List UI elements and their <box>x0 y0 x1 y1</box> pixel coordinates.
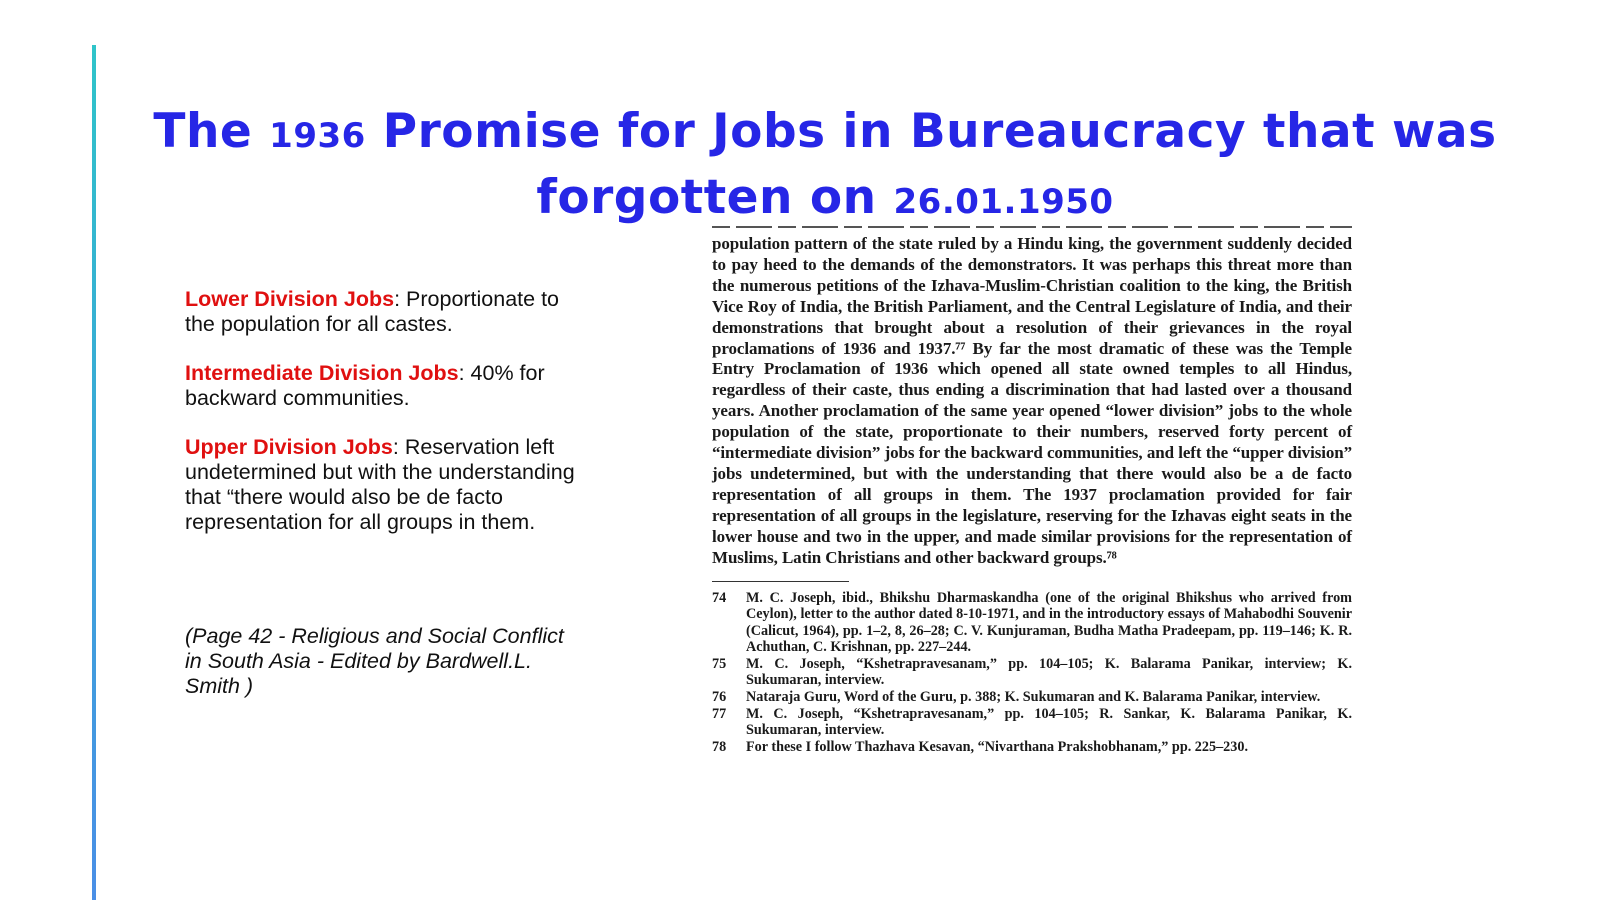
citation: (Page 42 - Religious and Social Conflict in South Asia - Edited by Bardwell.L. Smith ) <box>185 624 564 698</box>
summary-item-lower: Lower Division Jobs: Proportionate to the population for all castes. <box>185 287 560 336</box>
footnote: 77 M. C. Joseph, “Kshetrapravesanam,” pp. 104–105; R. Sankar, K. Balarama Panikar, K. Sukumaran, interview. <box>712 705 1352 739</box>
summary-item-intermediate: Intermediate Division Jobs: 40% for backward communities. <box>185 361 545 410</box>
footnote: 76 Nataraja Guru, Word of the Guru, p. 388; K. Sukumaran and K. Balarama Panikar, interview. <box>712 689 1321 706</box>
accent-bar <box>92 45 96 900</box>
footnote: 74 M. C. Joseph, ibid., Bhikshu Dharmaskandha (one of the original Bhikshus who arrived from Ceylon), letter to the author dated 8-10-1971, and in the introductory essays of Mahabodhi Souvenir (Calicut, 1964), pp. 1–2, 8, 26–28; C. V. Kunjuraman, Budha Matha Pradeepam, pp. 119–146; K. R. Achuthan, C. Krishnan, pp. 227–244. <box>712 589 1352 656</box>
cropped-line <box>712 224 1352 230</box>
footnote: 75 M. C. Joseph, “Kshetrapravesanam,” pp. 104–105; K. Balarama Panikar, interview; K. Sukumaran, interview. <box>712 655 1352 689</box>
slide-title: The 1936 Promise for Jobs in Bureaucracy that was forgotten on 26.01.1950 <box>153 104 1497 226</box>
footnote-rule <box>712 581 849 582</box>
summary-list <box>185 287 580 559</box>
footnote: 78 For these I follow Thazhava Kesavan, “Nivarthana Prakshobhanam,” pp. 225–230. <box>712 738 1249 755</box>
excerpt-body: population pattern of the state ruled by a Hindu king, the government suddenly decided to pay heed to the demands of the demonstrators. It was perhaps this threat more than the numerous petitions of the Izhava-Muslim-Christian coalition to the king, the British Vice Roy of India, the British Parliament, and the Central Legislature of India, and their demonstrations that brought about a resolution of their grievances in the royal proclamations of 1936 and 1937.⁷⁷ By far the most dramatic of these was the Temple Entry Proclamation of 1936 which opened all state owned temples to all Hindus, regardless of their caste, thus ending a discrimination that had lasted over a thousand years. Another proclamation of the same year opened “lower division” jobs to the whole population of the state, proportionate to their numbers, reserved forty percent of “intermediate division” jobs for the backward communities, and left the “upper division” jobs undetermined, but with the understanding that there would also be a de facto representation of all groups in them. The 1937 proclamation provided for fair representation of all groups in the legislature, reserving for the Izhavas eight seats in the lower house and two in the upper, and made similar provisions for the representation of Muslims, Latin Christians and other backward groups.⁷⁸ <box>712 234 1352 567</box>
book-excerpt <box>712 224 1352 755</box>
summary-item-upper: Upper Division Jobs: Reservation left undetermined but with the understanding that “there would also be de facto representation for all groups in them. <box>185 435 575 534</box>
